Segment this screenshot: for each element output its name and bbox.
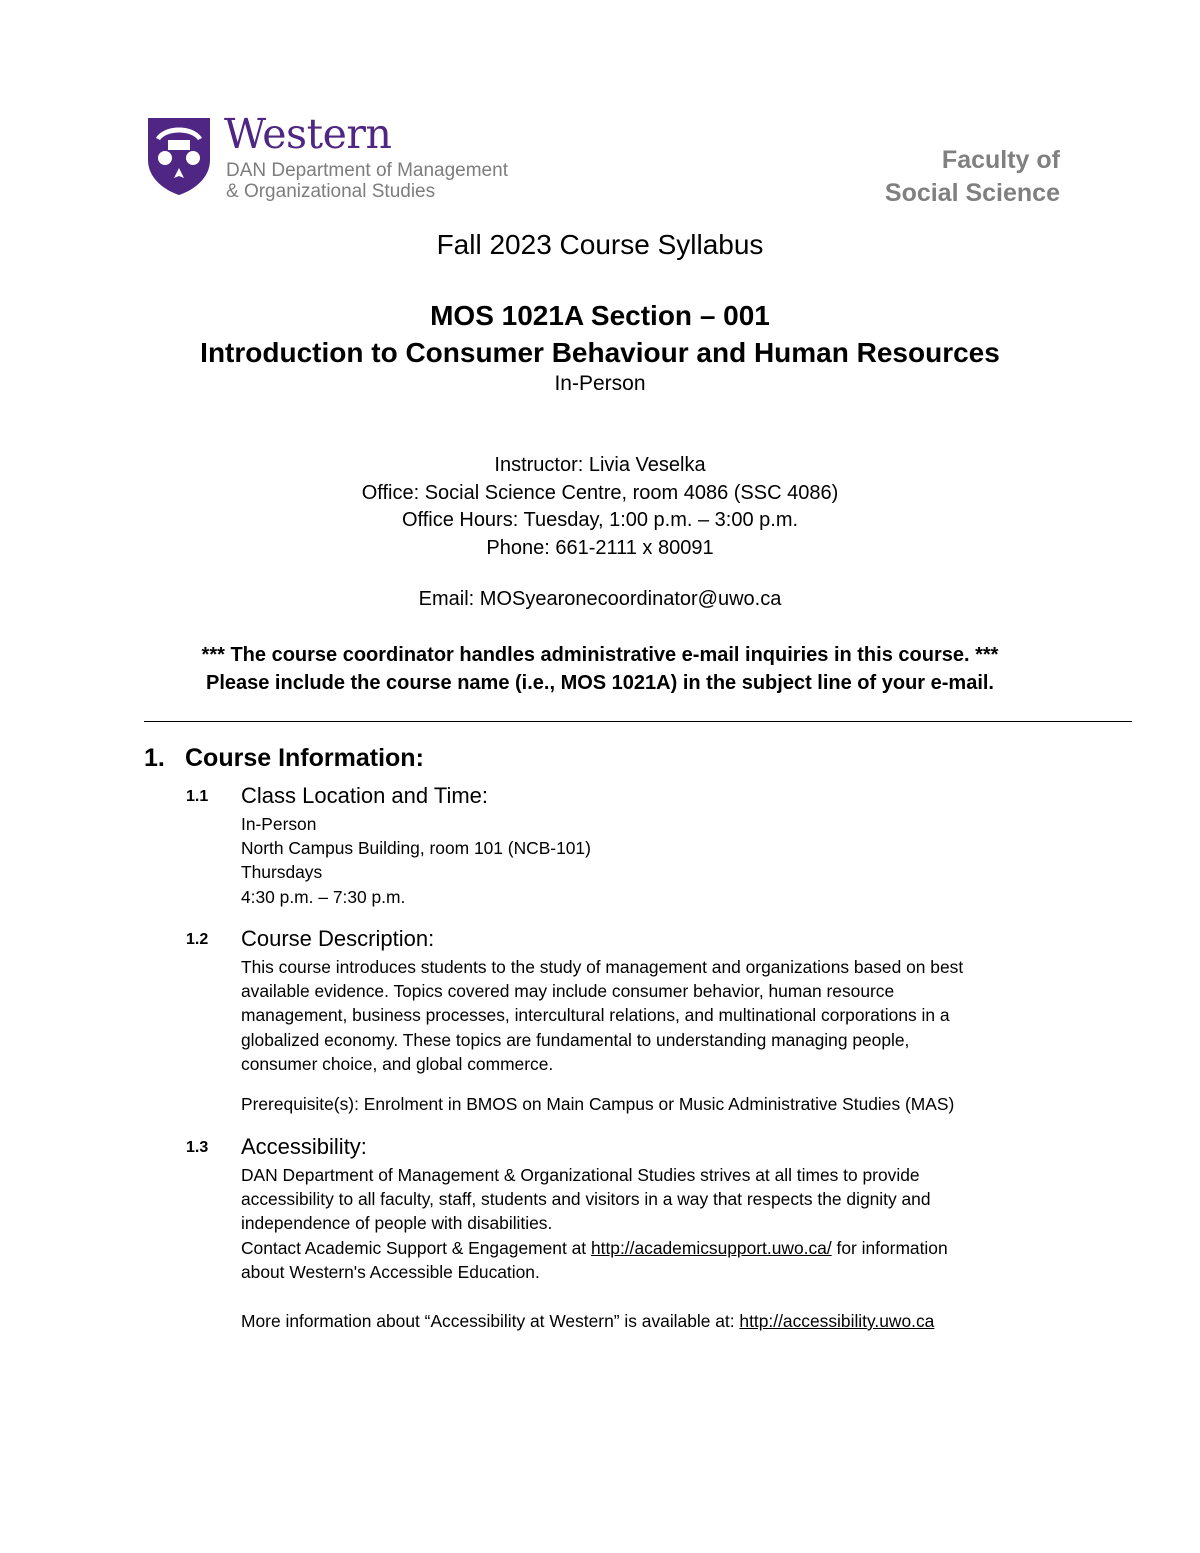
faculty-line-2: Social Science	[884, 179, 1060, 207]
logo-wordmark: Western	[224, 110, 392, 158]
academic-support-link[interactable]: http://academicsupport.uwo.ca/	[590, 1237, 832, 1258]
subsection-body	[241, 812, 1076, 909]
location-line: Thursdays	[241, 862, 323, 883]
delivery-mode: In-Person	[554, 372, 646, 395]
course-code: MOS 1021A Section – 001	[430, 300, 770, 331]
accessibility-line: accessibility to all faculty, staff, students and visitors in a way that respects the dignity and	[241, 1189, 931, 1210]
accessibility-line: DAN Department of Management & Organizational Studies strives at all times to provide	[241, 1165, 920, 1185]
contact-block	[0, 452, 1200, 562]
logo-department-line-1: DAN Department of Management	[226, 160, 508, 181]
western-dan-logo	[146, 110, 516, 202]
email-line: Email: MOSyearonecoordinator@uwo.ca	[418, 588, 782, 610]
contact-text: Contact Academic Support & Engagement at	[241, 1237, 591, 1258]
prerequisite-line: Prerequisite(s): Enrolment in BMOS on Main Campus or Music Administrative Studies (MAS)	[241, 1094, 955, 1115]
notice-line-2: Please include the course name (i.e., MOS 1021A) in the subject line of your e-mail.	[205, 672, 994, 694]
section-heading	[144, 744, 424, 773]
faculty-label	[885, 144, 1060, 210]
section-number: 1.	[144, 744, 165, 772]
phone-line: Phone: 661-2111 x 80091	[486, 536, 714, 559]
contact-text-after: for information	[831, 1237, 948, 1258]
western-shield-icon	[146, 116, 212, 196]
description-line: available evidence. Topics covered may include consumer behavior, human resource	[241, 981, 895, 1002]
notice-line-1: *** The course coordinator handles administrative e-mail inquiries in this course. ***	[201, 644, 999, 666]
course-name: Introduction to Consumer Behaviour and Human Resources	[200, 337, 1000, 368]
subsection-body	[241, 1163, 1076, 1333]
more-info-line	[241, 1309, 1076, 1333]
section-title: Course Information:	[185, 744, 424, 772]
subsection-title: Accessibility:	[241, 1134, 367, 1159]
coordinator-notice	[0, 641, 1200, 697]
more-info-text: More information about “Accessibility at Western” is available at:	[241, 1311, 740, 1332]
office-hours-line: Office Hours: Tuesday, 1:00 p.m. – 3:00 p.m.	[401, 509, 799, 531]
location-line: North Campus Building, room 101 (NCB-101)	[241, 838, 591, 859]
instructor-line: Instructor: Livia Veselka	[494, 454, 706, 476]
office-line: Office: Social Science Centre, room 4086 (SSC 4086)	[361, 481, 839, 504]
accessibility-link[interactable]: http://accessibility.uwo.ca	[739, 1311, 935, 1332]
subsection-body	[241, 955, 1076, 1116]
description-line: This course introduces students to the study of management and organizations based on best	[241, 957, 964, 977]
location-line: 4:30 p.m. – 7:30 p.m.	[241, 886, 406, 907]
syllabus-title: Fall 2023 Course Syllabus	[436, 229, 764, 260]
description-line: management, business processes, intercultural relations, and multinational corporations in a	[241, 1005, 950, 1026]
description-line: globalized economy. These topics are fundamental to understanding managing people,	[241, 1029, 910, 1050]
subsection-number: 1.3	[186, 1139, 209, 1156]
subsection-number: 1.2	[186, 931, 209, 948]
description-line: consumer choice, and global commerce.	[241, 1053, 554, 1074]
location-line: In-Person	[241, 814, 317, 834]
subsection-title: Course Description:	[241, 926, 435, 951]
accessibility-line: independence of people with disabilities.	[241, 1213, 553, 1234]
faculty-line-1: Faculty of	[941, 146, 1060, 174]
horizontal-divider	[144, 721, 1132, 722]
accessibility-contact-line	[241, 1236, 1076, 1260]
logo-department-line-2: & Organizational Studies	[226, 181, 436, 202]
accessibility-line: about Western's Accessible Education.	[241, 1261, 540, 1282]
subsection-title: Class Location and Time:	[241, 783, 489, 808]
subsection-number: 1.1	[186, 788, 209, 805]
